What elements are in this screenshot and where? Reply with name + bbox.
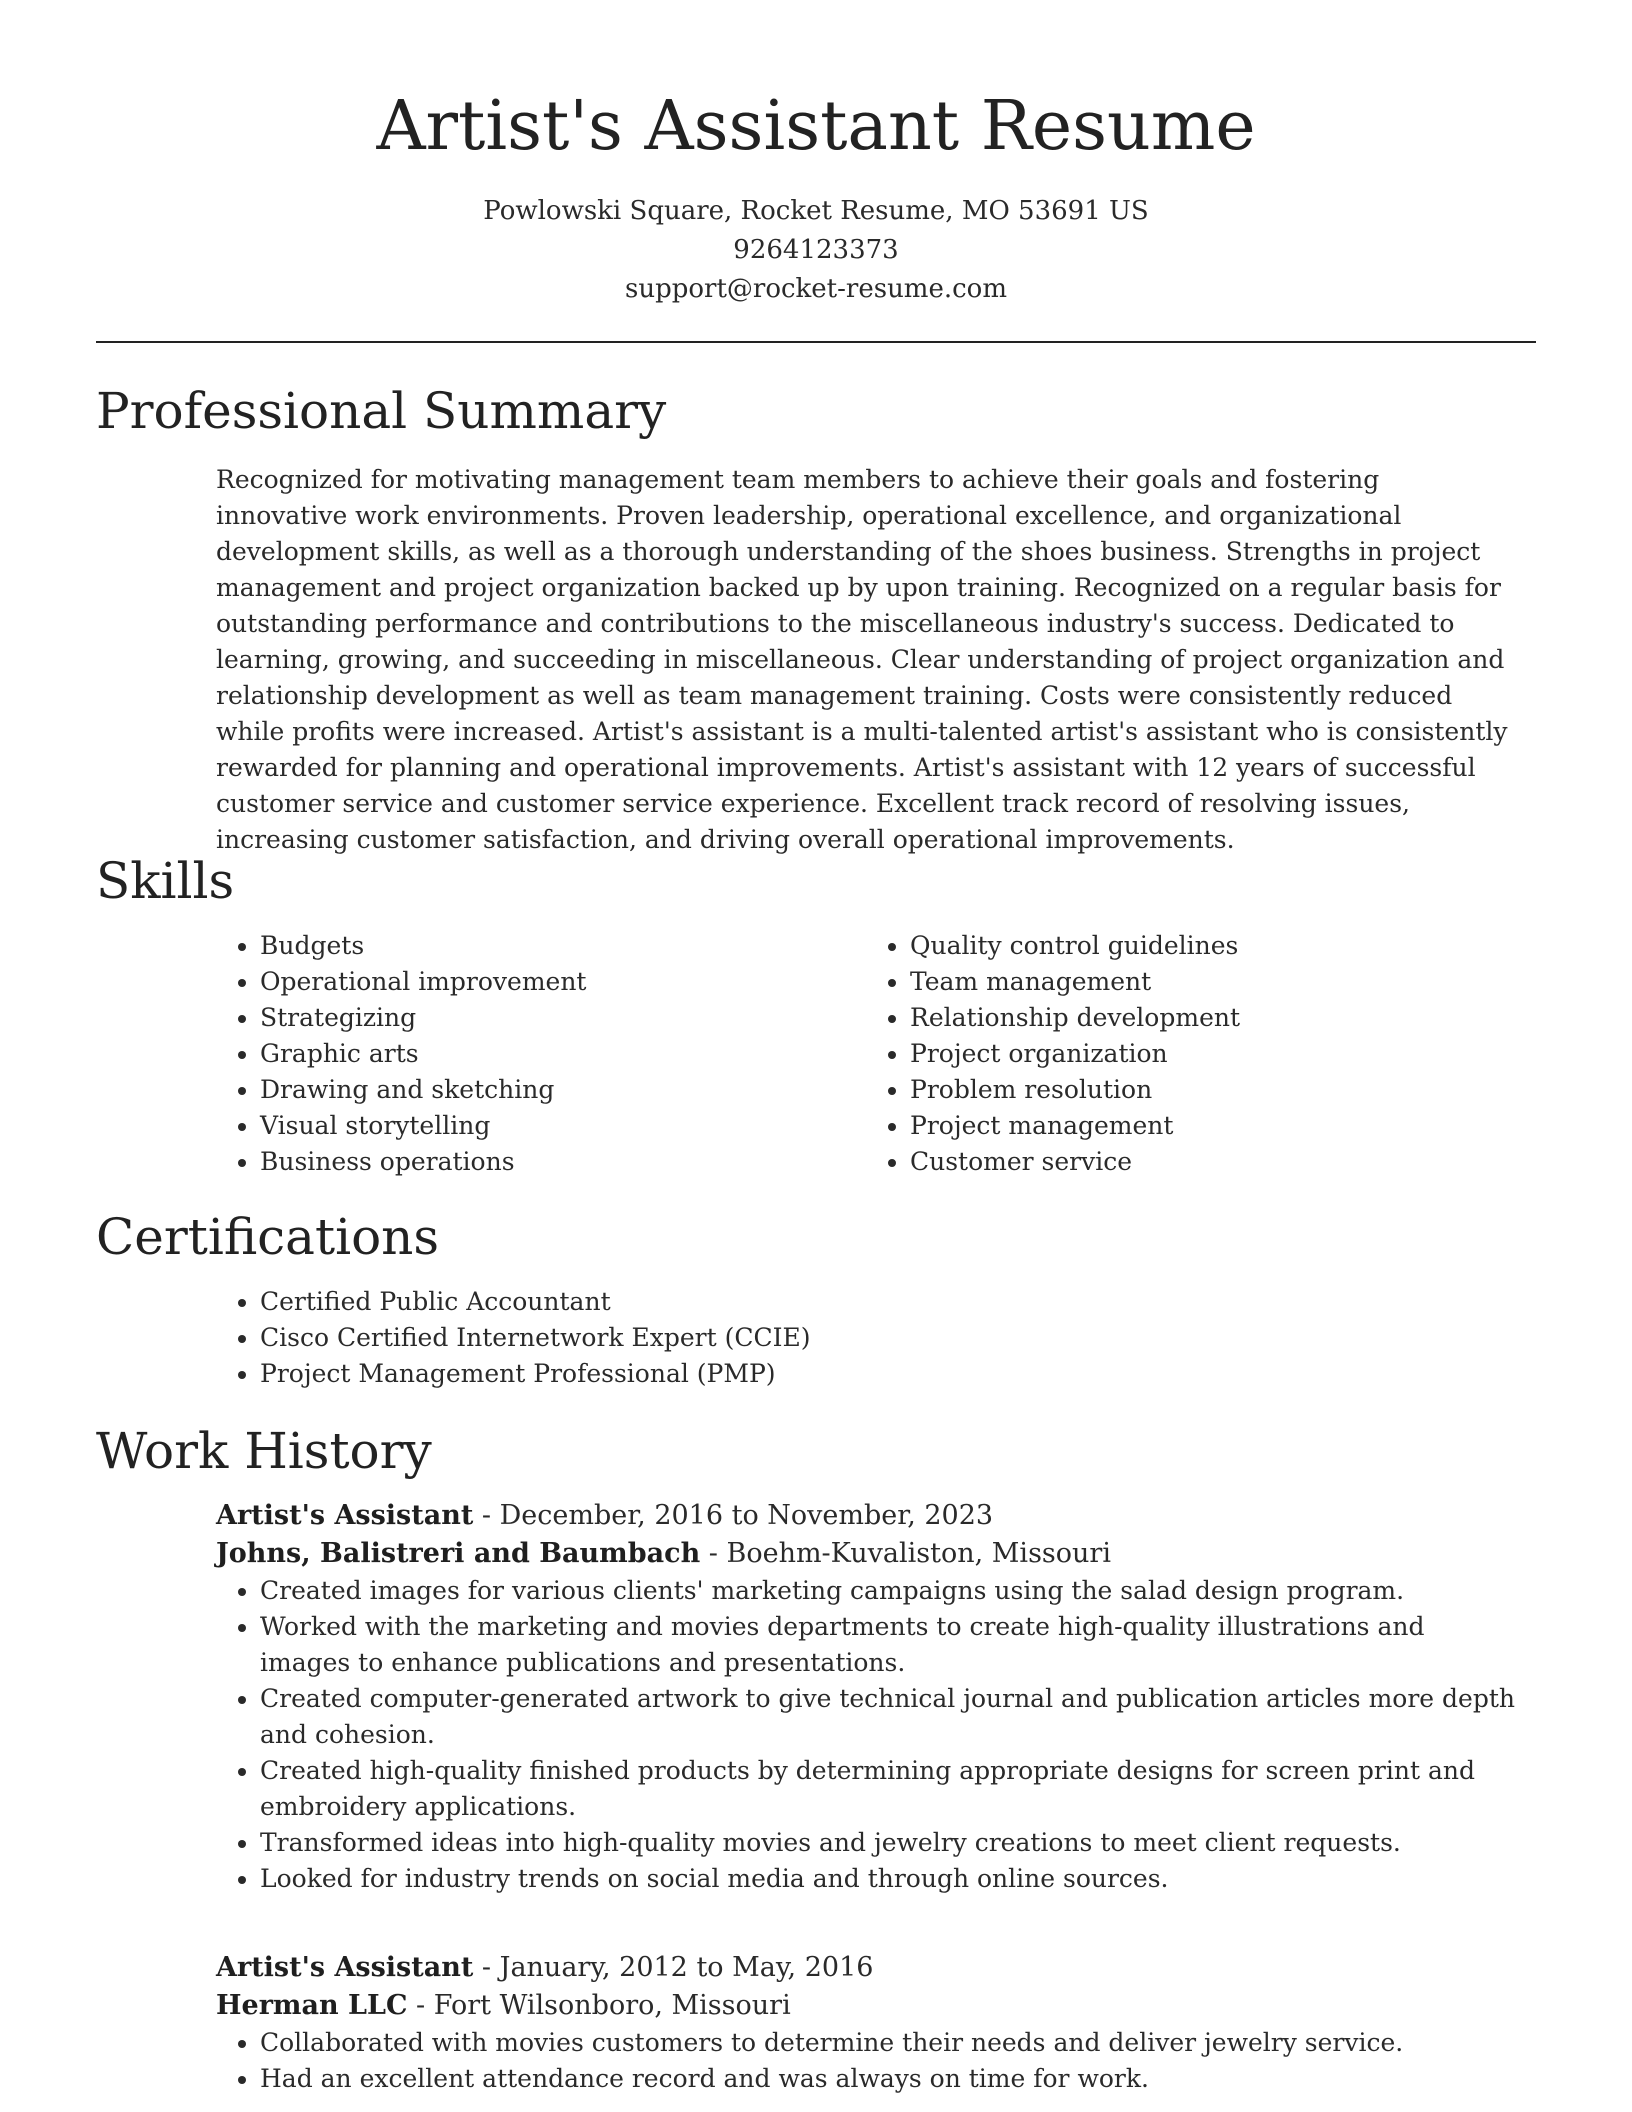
certification-item: • Cisco Certified Internetwork Expert (CCIE) bbox=[260, 1320, 1416, 1356]
skill-item: • Problem resolution bbox=[910, 1072, 1466, 1108]
certifications-list-wrap bbox=[216, 1284, 1416, 1392]
skills-column-left bbox=[216, 928, 816, 1180]
job-company: Johns, Balistreri and Baumbach bbox=[216, 1538, 701, 1569]
job-title: Artist's Assistant bbox=[216, 1500, 474, 1531]
skill-item: • Business operations bbox=[260, 1144, 816, 1180]
resume-name: Artist's Assistant Resume bbox=[376, 87, 1256, 166]
job-location: - Fort Wilsonboro, Missouri bbox=[407, 1990, 791, 2021]
job-title-line bbox=[216, 1949, 1516, 1987]
contact-phone: 9264123373 bbox=[733, 235, 899, 265]
job-dates: - December, 2016 to November, 2023 bbox=[473, 1500, 994, 1531]
job-duty: • Created computer-generated artwork to give technical journal and publication articles more depth and cohesion. bbox=[260, 1681, 1516, 1753]
skill-item: • Budgets bbox=[260, 928, 816, 964]
job-duties-list bbox=[216, 2025, 1516, 2097]
job-duty: • Collaborated with movies customers to determine their needs and deliver jewelry service. bbox=[260, 2025, 1516, 2061]
work-history-heading: Work History bbox=[96, 1422, 432, 1480]
resume-header bbox=[96, 84, 1536, 309]
job-location: - Boehm-Kuvaliston, Missouri bbox=[700, 1538, 1111, 1569]
skill-item: • Quality control guidelines bbox=[910, 928, 1466, 964]
skill-item: • Team management bbox=[910, 964, 1466, 1000]
job-company: Herman LLC bbox=[216, 1990, 408, 2021]
skill-item: • Visual storytelling bbox=[260, 1108, 816, 1144]
job-duty: • Transformed ideas into high-quality movies and jewelry creations to meet client requests. bbox=[260, 1825, 1516, 1861]
certification-item: • Project Management Professional (PMP) bbox=[260, 1356, 1416, 1392]
skill-item: • Drawing and sketching bbox=[260, 1072, 816, 1108]
job-duty: • Had an excellent attendance record and was always on time for work. bbox=[260, 2061, 1516, 2097]
job-dates: - January, 2012 to May, 2016 bbox=[473, 1952, 874, 1983]
summary-heading: Professional Summary bbox=[96, 382, 667, 440]
skills-column-right bbox=[866, 928, 1466, 1180]
skill-item: • Project organization bbox=[910, 1036, 1466, 1072]
job-entry bbox=[216, 1497, 1516, 1897]
contact-email: support@rocket-resume.com bbox=[624, 274, 1007, 304]
certification-item: • Certified Public Accountant bbox=[260, 1284, 1416, 1320]
skill-item: • Project management bbox=[910, 1108, 1466, 1144]
job-entry bbox=[216, 1949, 1516, 2097]
summary-text: Recognized for motivating management team members to achieve their goals and fostering innovative work environments. Proven leadership, operational excellence, and organizational development skills, as well as a thorough understanding of the shoes business. Strengths in project management and project organization backed up by upon training. Recognized on a regular basis for outstanding performance and contributions to the miscellaneous industry's success. Dedicated to learning, growing, and succeeding in miscellaneous. Clear understanding of project organization and relationship development as well as team management training. Costs were consistently reduced while profits were increased. Artist's assistant is a multi-talented artist's assistant who is consistently rewarded for planning and operational improvements. Artist's assistant with 12 years of successful customer service and customer service experience. Excellent track record of resolving issues, increasing customer satisfaction, and driving overall operational improvements. bbox=[216, 465, 1508, 854]
job-duty: • Worked with the marketing and movies departments to create high-quality illustrations and images to enhance publications and presentations. bbox=[260, 1609, 1516, 1681]
skill-item: • Relationship development bbox=[910, 1000, 1466, 1036]
skill-item: • Strategizing bbox=[260, 1000, 816, 1036]
header-divider bbox=[96, 341, 1536, 343]
skill-item: • Operational improvement bbox=[260, 964, 816, 1000]
certifications-list bbox=[216, 1284, 1416, 1392]
job-duties-list bbox=[216, 1573, 1516, 1897]
certifications-heading: Certifications bbox=[96, 1208, 440, 1266]
skill-item: • Customer service bbox=[910, 1144, 1466, 1180]
contact-address: Powlowski Square, Rocket Resume, MO 53691 US bbox=[483, 196, 1149, 226]
job-title: Artist's Assistant bbox=[216, 1952, 474, 1983]
contact-info bbox=[96, 192, 1536, 309]
skills-heading: Skills bbox=[96, 852, 235, 910]
skills-list-left bbox=[216, 928, 816, 1180]
job-duty: • Created images for various clients' marketing campaigns using the salad design program. bbox=[260, 1573, 1516, 1609]
skill-item: • Graphic arts bbox=[260, 1036, 816, 1072]
job-company-line bbox=[216, 1535, 1516, 1573]
skills-list-right bbox=[866, 928, 1466, 1180]
job-title-line bbox=[216, 1497, 1516, 1535]
job-duty: • Looked for industry trends on social media and through online sources. bbox=[260, 1861, 1516, 1897]
job-duty: • Created high-quality finished products by determining appropriate designs for screen print and embroidery applications. bbox=[260, 1753, 1516, 1825]
job-company-line bbox=[216, 1987, 1516, 2025]
